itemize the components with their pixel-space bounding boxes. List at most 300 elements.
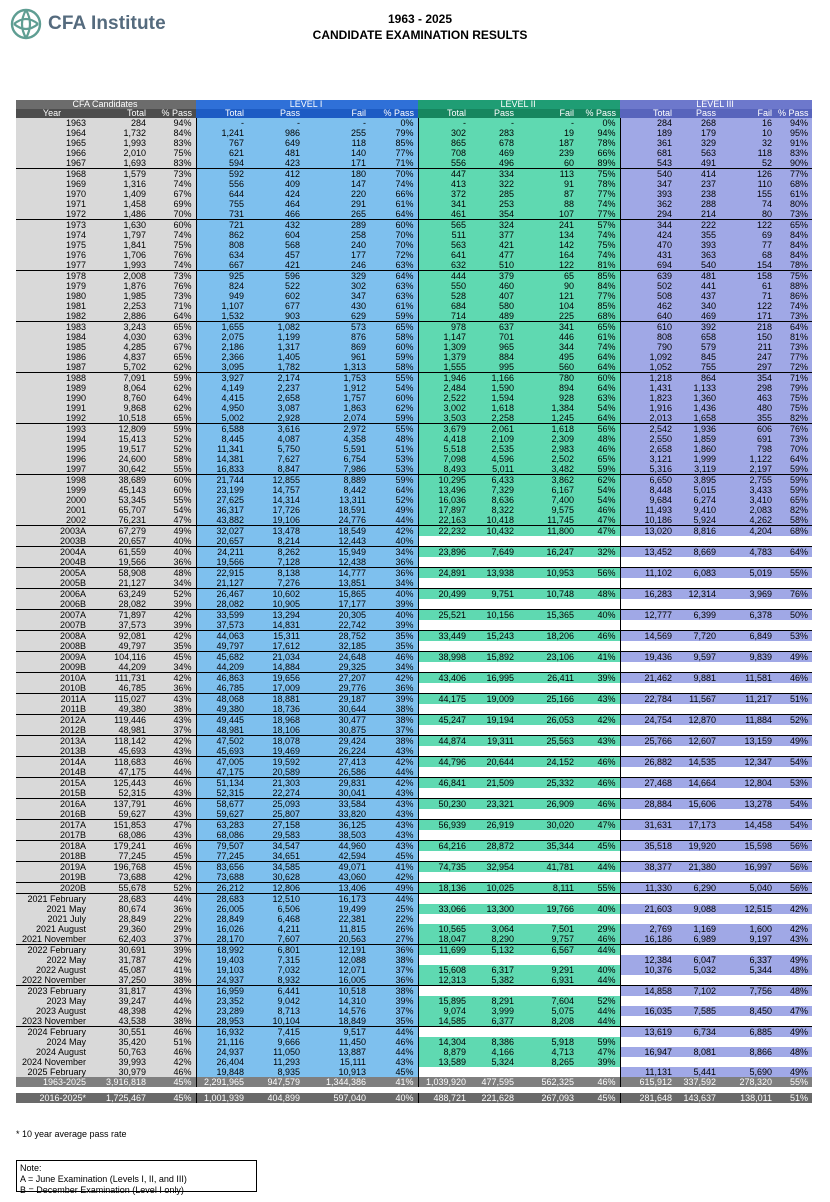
- table-cell: [470, 536, 518, 547]
- table-cell: 51%: [150, 1037, 196, 1047]
- table-cell: 9,517: [304, 1027, 370, 1038]
- table-cell: 43,060: [304, 872, 370, 883]
- table-row: [16, 271, 812, 282]
- table-cell: 14,381: [196, 454, 248, 464]
- table-cell: 36%: [150, 557, 196, 568]
- table-cell: 64%: [150, 393, 196, 403]
- table-cell: 74%: [776, 301, 812, 311]
- table-cell: 38%: [370, 704, 418, 715]
- table-cell: 46%: [578, 757, 620, 768]
- table-row: [16, 464, 812, 475]
- table-cell: 72%: [370, 250, 418, 260]
- table-cell: 11,581: [720, 673, 776, 684]
- table-cell: 30,642: [90, 464, 150, 475]
- table-cell: 1990: [16, 393, 90, 403]
- table-cell: 26,224: [304, 746, 370, 757]
- table-cell: 1986: [16, 352, 90, 362]
- table-cell: 63,283: [196, 820, 248, 831]
- table-cell: 10,104: [248, 1016, 304, 1027]
- table-cell: 10,186: [620, 515, 676, 526]
- table-cell: 1,133: [676, 383, 720, 393]
- table-cell: 2004A: [16, 547, 90, 558]
- table-cell: [518, 725, 578, 736]
- table-cell: 22,784: [620, 694, 676, 705]
- table-cell: 2023 May: [16, 996, 90, 1006]
- table-cell: 15,311: [248, 631, 304, 642]
- table-cell: [620, 536, 676, 547]
- table-cell: 2016A: [16, 799, 90, 810]
- table-cell: 52%: [776, 715, 812, 726]
- table-cell: [620, 830, 676, 841]
- table-row: [16, 403, 812, 413]
- table-cell: 4,783: [720, 547, 776, 558]
- table-cell: [620, 683, 676, 694]
- table-cell: [776, 704, 812, 715]
- table-cell: 59%: [150, 424, 196, 435]
- table-cell: 55%: [578, 883, 620, 894]
- table-cell: 64,216: [418, 841, 470, 852]
- table-cell: 1,147: [418, 332, 470, 342]
- table-cell: 1,360: [676, 393, 720, 403]
- table-cell: 6,337: [720, 955, 776, 965]
- table-cell: 23,106: [518, 652, 578, 663]
- table-cell: [720, 536, 776, 547]
- table-cell: 48,068: [196, 694, 248, 705]
- table-cell: 46%: [578, 505, 620, 515]
- table-cell: 8,448: [620, 485, 676, 495]
- table-cell: 9,751: [470, 589, 518, 600]
- table-cell: 2,109: [470, 434, 518, 444]
- table-cell: 1995: [16, 444, 90, 454]
- table-cell: [518, 746, 578, 757]
- table-cell: [676, 788, 720, 799]
- table-cell: 134: [518, 230, 578, 240]
- table-cell: 36,125: [304, 820, 370, 831]
- table-cell: 423: [248, 158, 304, 169]
- table-cell: 31,787: [90, 955, 150, 965]
- table-cell: 421: [248, 260, 304, 271]
- column-header: Fail: [720, 109, 776, 118]
- table-cell: 45,247: [418, 715, 470, 726]
- table-cell: 26,411: [518, 673, 578, 684]
- table-cell: 28,849: [90, 914, 150, 924]
- table-cell: 43,406: [418, 673, 470, 684]
- table-cell: 44,960: [304, 841, 370, 852]
- table-cell: 33,584: [304, 799, 370, 810]
- table-cell: 460: [470, 281, 518, 291]
- table-cell: [470, 746, 518, 757]
- table-cell: 39%: [370, 620, 418, 631]
- table-cell: 34%: [150, 578, 196, 589]
- table-cell: 12,088: [304, 955, 370, 965]
- table-row: [16, 788, 812, 799]
- table-row: [16, 1016, 812, 1027]
- table-cell: 36%: [150, 904, 196, 914]
- table-cell: 45,143: [90, 485, 150, 495]
- table-cell: [720, 767, 776, 778]
- table-cell: 66%: [370, 189, 418, 199]
- table-cell: 8,760: [90, 393, 150, 403]
- table-cell: 2018A: [16, 841, 90, 852]
- table-cell: 43%: [370, 820, 418, 831]
- table-cell: 40%: [370, 610, 418, 621]
- table-cell: [578, 955, 620, 965]
- table-row: [16, 352, 812, 362]
- table-cell: 865: [418, 138, 470, 148]
- page-title: CANDIDATE EXAMINATION RESULTS: [312, 28, 528, 42]
- table-cell: 72%: [776, 362, 812, 373]
- table-cell: 5,040: [720, 883, 776, 894]
- table-row: [16, 189, 812, 199]
- table-cell: 43,882: [196, 515, 248, 526]
- table-cell: 14,310: [304, 996, 370, 1006]
- table-cell: 550: [418, 281, 470, 291]
- table-cell: 10,905: [248, 599, 304, 610]
- table-cell: 94%: [150, 118, 196, 128]
- table-cell: 61: [720, 281, 776, 291]
- table-cell: 17,173: [676, 820, 720, 831]
- table-cell: 267,093: [518, 1093, 578, 1103]
- table-cell: 88%: [776, 281, 812, 291]
- table-cell: 59%: [370, 352, 418, 362]
- table-cell: 19,566: [196, 557, 248, 568]
- table-row: [16, 914, 812, 924]
- table-cell: 23,321: [470, 799, 518, 810]
- table-cell: 2,074: [304, 413, 370, 424]
- table-cell: 1,384: [518, 403, 578, 413]
- table-cell: 73%: [776, 209, 812, 220]
- table-cell: 52%: [150, 589, 196, 600]
- table-cell: 73%: [776, 311, 812, 322]
- table-cell: 21,462: [620, 673, 676, 684]
- table-cell: 34,585: [248, 862, 304, 873]
- table-cell: 52,315: [196, 788, 248, 799]
- table-cell: 2,253: [90, 301, 150, 311]
- table-cell: 13,300: [470, 904, 518, 914]
- table-cell: 89%: [578, 158, 620, 169]
- table-cell: 77%: [370, 148, 418, 158]
- table-cell: 51%: [776, 1093, 812, 1103]
- table-cell: 47%: [776, 1006, 812, 1016]
- table-cell: [620, 725, 676, 736]
- table-cell: 8,265: [518, 1057, 578, 1067]
- table-cell: 26,467: [196, 589, 248, 600]
- table-cell: 62%: [150, 403, 196, 413]
- table-cell: 19,766: [518, 904, 578, 914]
- table-row: [16, 1047, 812, 1057]
- table-cell: 2,258: [470, 413, 518, 424]
- table-cell: 77%: [578, 291, 620, 301]
- table-cell: 11,699: [418, 945, 470, 956]
- table-cell: 2022 August: [16, 965, 90, 975]
- table-cell: 47,005: [196, 757, 248, 768]
- table-row: [16, 179, 812, 189]
- table-cell: 189: [620, 128, 676, 138]
- table-cell: 36%: [370, 557, 418, 568]
- table-cell: 43%: [150, 830, 196, 841]
- table-cell: 71%: [370, 158, 418, 169]
- table-cell: 23,896: [418, 547, 470, 558]
- table-cell: [720, 683, 776, 694]
- table-cell: 47%: [578, 820, 620, 831]
- table-cell: 220: [304, 189, 370, 199]
- table-cell: [620, 1016, 676, 1027]
- table-cell: 44%: [578, 1006, 620, 1016]
- table-cell: 17,009: [248, 683, 304, 694]
- table-cell: 6,317: [470, 965, 518, 975]
- table-cell: 82%: [776, 505, 812, 515]
- table-cell: 14,569: [620, 631, 676, 642]
- table-cell: [776, 830, 812, 841]
- table-cell: [470, 955, 518, 965]
- table-row: [16, 578, 812, 589]
- table-cell: 29,325: [304, 662, 370, 673]
- table-cell: 2,755: [720, 475, 776, 486]
- table-cell: 1970: [16, 189, 90, 199]
- table-cell: 393: [676, 240, 720, 250]
- table-cell: 2016B: [16, 809, 90, 820]
- table-cell: [470, 914, 518, 924]
- table-cell: [676, 536, 720, 547]
- table-cell: 24,648: [304, 652, 370, 663]
- table-cell: 2011B: [16, 704, 90, 715]
- table-cell: 59%: [578, 464, 620, 475]
- table-cell: [470, 620, 518, 631]
- table-cell: 8,291: [470, 996, 518, 1006]
- table-cell: 714: [418, 311, 470, 322]
- table-cell: 444: [418, 271, 470, 282]
- note-box: [16, 1160, 257, 1195]
- table-cell: 30,628: [248, 872, 304, 883]
- table-row: [16, 169, 812, 180]
- table-cell: 1976: [16, 250, 90, 260]
- table-cell: 4,211: [248, 924, 304, 934]
- table-cell: 60%: [578, 373, 620, 384]
- table-row: [16, 673, 812, 684]
- table-row: [16, 841, 812, 852]
- table-cell: 30,979: [90, 1067, 150, 1077]
- table-cell: 137,791: [90, 799, 150, 810]
- table-cell: 18,206: [518, 631, 578, 642]
- table-cell: [676, 1016, 720, 1027]
- table-row: [16, 199, 812, 209]
- table-cell: 1975: [16, 240, 90, 250]
- table-cell: 522: [248, 281, 304, 291]
- table-cell: 46%: [150, 841, 196, 852]
- table-cell: 34%: [370, 578, 418, 589]
- table-cell: 11,493: [620, 505, 676, 515]
- table-cell: 58%: [150, 454, 196, 464]
- table-cell: 10,953: [518, 568, 578, 579]
- table-cell: 29,776: [304, 683, 370, 694]
- table-cell: 16,997: [720, 862, 776, 873]
- table-row: [16, 393, 812, 403]
- table-cell: 38%: [370, 715, 418, 726]
- table-row: [16, 975, 812, 986]
- table-cell: 33,449: [418, 631, 470, 642]
- table-cell: 3,999: [470, 1006, 518, 1016]
- table-cell: 121: [518, 291, 578, 301]
- table-cell: 49,380: [90, 704, 150, 715]
- table-cell: 596: [248, 271, 304, 282]
- table-cell: 297: [720, 362, 776, 373]
- table-cell: 480: [720, 403, 776, 413]
- table-cell: 46,841: [418, 778, 470, 789]
- table-cell: 437: [676, 291, 720, 301]
- table-cell: 6,989: [676, 934, 720, 945]
- table-cell: 7,400: [518, 495, 578, 505]
- table-cell: 24,600: [90, 454, 150, 464]
- table-cell: 491: [676, 158, 720, 169]
- table-cell: 40%: [578, 965, 620, 975]
- table-cell: [776, 851, 812, 862]
- table-cell: 16,247: [518, 547, 578, 558]
- table-cell: 44,209: [90, 662, 150, 673]
- table-cell: 432: [248, 220, 304, 231]
- table-cell: 44%: [578, 862, 620, 873]
- table-cell: 42%: [370, 872, 418, 883]
- table-cell: [578, 746, 620, 757]
- table-cell: [720, 914, 776, 924]
- table-cell: 75%: [776, 393, 812, 403]
- table-cell: 49,380: [196, 704, 248, 715]
- table-cell: 2007A: [16, 610, 90, 621]
- table-cell: 1,082: [248, 322, 304, 333]
- table-cell: 6,588: [196, 424, 248, 435]
- table-cell: 10: [720, 128, 776, 138]
- table-cell: 29,424: [304, 736, 370, 747]
- table-cell: 84%: [150, 128, 196, 138]
- table-cell: 74%: [578, 342, 620, 352]
- table-cell: 0%: [578, 118, 620, 128]
- table-cell: 18,136: [418, 883, 470, 894]
- column-header: Fail: [518, 109, 578, 118]
- table-cell: 562,325: [518, 1077, 578, 1087]
- table-cell: 38%: [150, 1016, 196, 1027]
- table-cell: 2010A: [16, 673, 90, 684]
- table-cell: 24,754: [620, 715, 676, 726]
- table-cell: [578, 704, 620, 715]
- table-cell: 35%: [370, 641, 418, 652]
- table-cell: 75%: [776, 403, 812, 413]
- table-cell: 43%: [150, 715, 196, 726]
- table-cell: 12,313: [418, 975, 470, 986]
- table-cell: 3,916,818: [90, 1077, 150, 1087]
- table-cell: 18,549: [304, 526, 370, 537]
- table-cell: 2021 November: [16, 934, 90, 945]
- table-cell: [720, 578, 776, 589]
- table-cell: 37%: [370, 965, 418, 975]
- table-cell: 26,212: [196, 883, 248, 894]
- table-cell: 44%: [578, 945, 620, 956]
- table-cell: [620, 599, 676, 610]
- table-cell: 73,688: [196, 872, 248, 883]
- table-cell: [518, 641, 578, 652]
- table-cell: 110: [720, 179, 776, 189]
- table-cell: 288: [676, 199, 720, 209]
- table-cell: 77%: [776, 352, 812, 362]
- table-cell: 26%: [370, 924, 418, 934]
- table-row: [16, 715, 812, 726]
- table-cell: 12,777: [620, 610, 676, 621]
- table-cell: 2021 July: [16, 914, 90, 924]
- table-cell: 59,627: [196, 809, 248, 820]
- table-cell: 118: [720, 148, 776, 158]
- table-cell: 237: [676, 179, 720, 189]
- table-cell: [620, 641, 676, 652]
- table-row: [16, 568, 812, 579]
- table-row: [16, 986, 812, 997]
- table-cell: 5,690: [720, 1067, 776, 1077]
- table-cell: 22%: [370, 914, 418, 924]
- table-cell: 298: [720, 383, 776, 393]
- table-cell: -: [418, 118, 470, 128]
- table-cell: 25,563: [518, 736, 578, 747]
- table-cell: 75%: [776, 271, 812, 282]
- table-cell: [470, 1067, 518, 1077]
- table-cell: 667: [196, 260, 248, 271]
- table-cell: 46%: [150, 778, 196, 789]
- table-cell: 24,211: [196, 547, 248, 558]
- table-cell: 22,232: [418, 526, 470, 537]
- table-cell: [776, 557, 812, 568]
- table-cell: 407: [470, 291, 518, 301]
- table-cell: 466: [248, 209, 304, 220]
- table-row: [16, 547, 812, 558]
- table-cell: [578, 725, 620, 736]
- table-cell: 51%: [370, 444, 418, 454]
- table-cell: 568: [248, 240, 304, 250]
- table-cell: 48,981: [196, 725, 248, 736]
- table-cell: 59%: [776, 475, 812, 486]
- table-cell: 24,937: [196, 975, 248, 986]
- table-cell: -: [248, 118, 304, 128]
- table-cell: 22,274: [248, 788, 304, 799]
- table-cell: 65,707: [90, 505, 150, 515]
- table-cell: 925: [196, 271, 248, 282]
- table-cell: 125,443: [90, 778, 150, 789]
- table-cell: 26,404: [196, 1057, 248, 1067]
- cfa-globe-icon: [10, 8, 42, 40]
- table-cell: 1,309: [418, 342, 470, 352]
- table-cell: 60%: [150, 220, 196, 231]
- table-cell: 9,042: [248, 996, 304, 1006]
- table-cell: 13,478: [248, 526, 304, 537]
- table-cell: 2013B: [16, 746, 90, 757]
- table-row: [16, 904, 812, 914]
- table-cell: 1,122: [720, 454, 776, 464]
- table-cell: 4,837: [90, 352, 150, 362]
- table-cell: 294: [620, 209, 676, 220]
- table-cell: 1,993: [90, 138, 150, 148]
- table-row: [16, 383, 812, 393]
- table-row: [16, 362, 812, 373]
- table-cell: [676, 725, 720, 736]
- table-cell: 36%: [370, 568, 418, 579]
- table-cell: 1,725,467: [90, 1093, 150, 1103]
- table-cell: 46%: [150, 1047, 196, 1057]
- table-cell: 53%: [370, 464, 418, 475]
- table-cell: 53%: [776, 631, 812, 642]
- table-cell: 1,706: [90, 250, 150, 260]
- table-cell: 63%: [578, 393, 620, 403]
- table-cell: 441: [676, 281, 720, 291]
- table-cell: [620, 809, 676, 820]
- table-cell: 7,501: [518, 924, 578, 934]
- table-cell: 16,173: [304, 894, 370, 905]
- table-cell: 35,420: [90, 1037, 150, 1047]
- table-cell: 68%: [776, 526, 812, 537]
